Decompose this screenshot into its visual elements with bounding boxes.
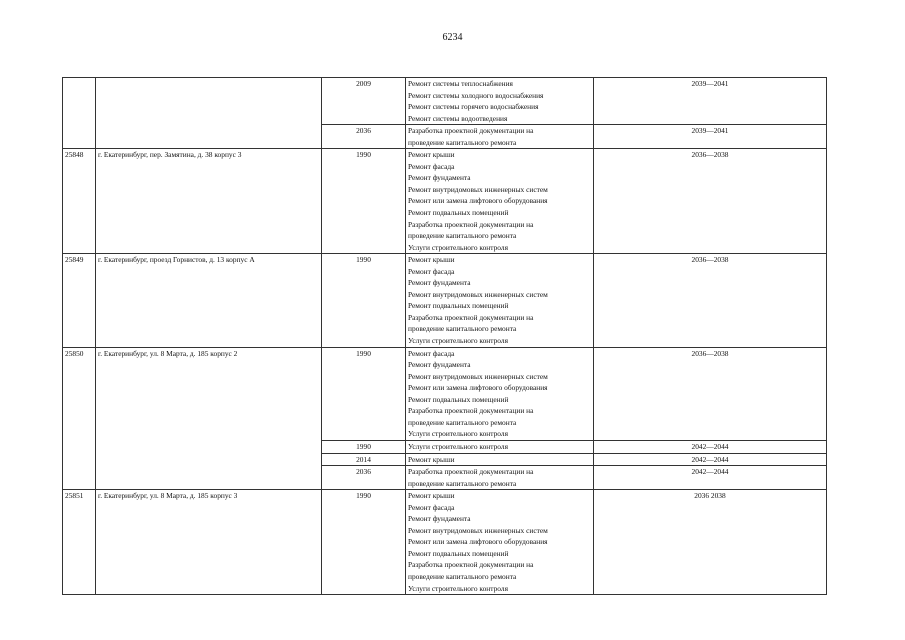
work-item: Ремонт крыши bbox=[408, 150, 455, 160]
table-row bbox=[63, 149, 827, 254]
work-item: проведение капитального ремонта bbox=[408, 417, 517, 427]
planned-period-cell: 2039—2041 bbox=[594, 125, 827, 149]
planned-period-cell: 2042—2044 bbox=[594, 440, 827, 453]
work-item: Ремонт фундамента bbox=[408, 360, 471, 370]
work-item: Ремонт фундамента bbox=[408, 514, 471, 524]
work-item: Услуги строительного контроля bbox=[408, 583, 508, 593]
work-item: Услуги строительного контроля bbox=[408, 336, 508, 346]
work-item: Ремонт внутридомовых инженерных систем bbox=[408, 525, 548, 535]
works-cell bbox=[406, 347, 594, 440]
work-item: проведение капитального ремонта bbox=[408, 478, 517, 488]
year-cell: 1990 bbox=[322, 254, 406, 347]
works-cell bbox=[406, 440, 594, 453]
work-item: проведение капитального ремонта bbox=[408, 231, 517, 241]
year-cell: 1990 bbox=[322, 347, 406, 440]
work-item: Разработка проектной документации на bbox=[408, 467, 534, 477]
work-item: Ремонт фасада bbox=[408, 266, 455, 276]
table-row bbox=[63, 347, 827, 440]
work-item: Ремонт или замена лифтового оборудования bbox=[408, 537, 548, 547]
address-cell: г. Екатеринбург, проезд Горнистов, д. 13 корпус А bbox=[96, 254, 322, 347]
planned-period-cell: 2036—2038 bbox=[594, 347, 827, 440]
works-cell bbox=[406, 466, 594, 490]
work-item: Ремонт внутридомовых инженерных систем bbox=[408, 184, 548, 194]
year-cell: 2036 bbox=[322, 125, 406, 149]
work-item: Разработка проектной документации на bbox=[408, 406, 534, 416]
address-cell: г. Екатеринбург, ул. 8 Марта, д. 185 корпус 3 bbox=[96, 490, 322, 595]
address-cell: г. Екатеринбург, пер. Замятина, д. 38 корпус 3 bbox=[96, 149, 322, 254]
works-cell bbox=[406, 78, 594, 125]
work-item: Услуги строительного контроля bbox=[408, 242, 508, 252]
object-number-cell: 25849 bbox=[63, 254, 96, 347]
work-item: Разработка проектной документации на bbox=[408, 560, 534, 570]
planned-period-cell: 2039—2041 bbox=[594, 78, 827, 125]
work-item: Ремонт подвальных помещений bbox=[408, 208, 509, 218]
works-cell bbox=[406, 254, 594, 347]
work-item: проведение капитального ремонта bbox=[408, 137, 517, 147]
object-number-cell bbox=[63, 78, 96, 149]
year-cell: 1990 bbox=[322, 149, 406, 254]
work-item: Ремонт внутридомовых инженерных систем bbox=[408, 289, 548, 299]
object-number-cell: 25848 bbox=[63, 149, 96, 254]
work-item: Ремонт системы холодного водоснабжения bbox=[408, 90, 544, 100]
work-item: Ремонт крыши bbox=[408, 255, 455, 265]
planned-period-cell: 2036—2038 bbox=[594, 149, 827, 254]
repair-schedule-table bbox=[62, 77, 827, 595]
work-item: Услуги строительного контроля bbox=[408, 441, 508, 451]
work-item: проведение капитального ремонта bbox=[408, 324, 517, 334]
work-item: Ремонт крыши bbox=[408, 454, 455, 464]
work-item: Услуги строительного контроля bbox=[408, 429, 508, 439]
work-item: Разработка проектной документации на bbox=[408, 312, 534, 322]
works-cell bbox=[406, 149, 594, 254]
work-item: Ремонт внутридомовых инженерных систем bbox=[408, 371, 548, 381]
work-item: Ремонт системы горячего водоснабжения bbox=[408, 102, 539, 112]
planned-period-cell: 2042—2044 bbox=[594, 466, 827, 490]
object-number-cell: 25851 bbox=[63, 490, 96, 595]
work-item: Ремонт фундамента bbox=[408, 278, 471, 288]
address-cell: г. Екатеринбург, ул. 8 Марта, д. 185 корпус 2 bbox=[96, 347, 322, 490]
works-cell bbox=[406, 125, 594, 149]
work-item: Разработка проектной документации на bbox=[408, 219, 534, 229]
planned-period-cell: 2036—2038 bbox=[594, 254, 827, 347]
address-cell bbox=[96, 78, 322, 149]
work-item: Ремонт системы теплоснабжения bbox=[408, 79, 513, 88]
year-cell: 2014 bbox=[322, 453, 406, 466]
planned-period-cell: 2042—2044 bbox=[594, 453, 827, 466]
work-item: Ремонт фундамента bbox=[408, 173, 471, 183]
work-item: Разработка проектной документации на bbox=[408, 126, 534, 136]
work-item: Ремонт фасада bbox=[408, 161, 455, 171]
year-cell: 1990 bbox=[322, 490, 406, 595]
work-item: Ремонт или замена лифтового оборудования bbox=[408, 196, 548, 206]
work-item: Ремонт подвальных помещений bbox=[408, 548, 509, 558]
works-cell bbox=[406, 490, 594, 595]
work-item: Ремонт крыши bbox=[408, 491, 455, 501]
works-cell bbox=[406, 453, 594, 466]
work-item: Ремонт фасада bbox=[408, 502, 455, 512]
year-cell: 2009 bbox=[322, 78, 406, 125]
table-row bbox=[63, 254, 827, 347]
table-row bbox=[63, 78, 827, 125]
work-item: Ремонт подвальных помещений bbox=[408, 301, 509, 311]
object-number-cell: 25850 bbox=[63, 347, 96, 490]
year-cell: 1990 bbox=[322, 440, 406, 453]
table-row bbox=[63, 490, 827, 595]
work-item: проведение капитального ремонта bbox=[408, 571, 517, 581]
planned-period-cell: 2036 2038 bbox=[594, 490, 827, 595]
work-item: Ремонт системы водоотведения bbox=[408, 113, 508, 123]
work-item: Ремонт фасада bbox=[408, 348, 455, 358]
page-number: 6234 bbox=[442, 32, 463, 43]
year-cell: 2036 bbox=[322, 466, 406, 490]
work-item: Ремонт подвальных помещений bbox=[408, 394, 509, 404]
work-item: Ремонт или замена лифтового оборудования bbox=[408, 383, 548, 393]
